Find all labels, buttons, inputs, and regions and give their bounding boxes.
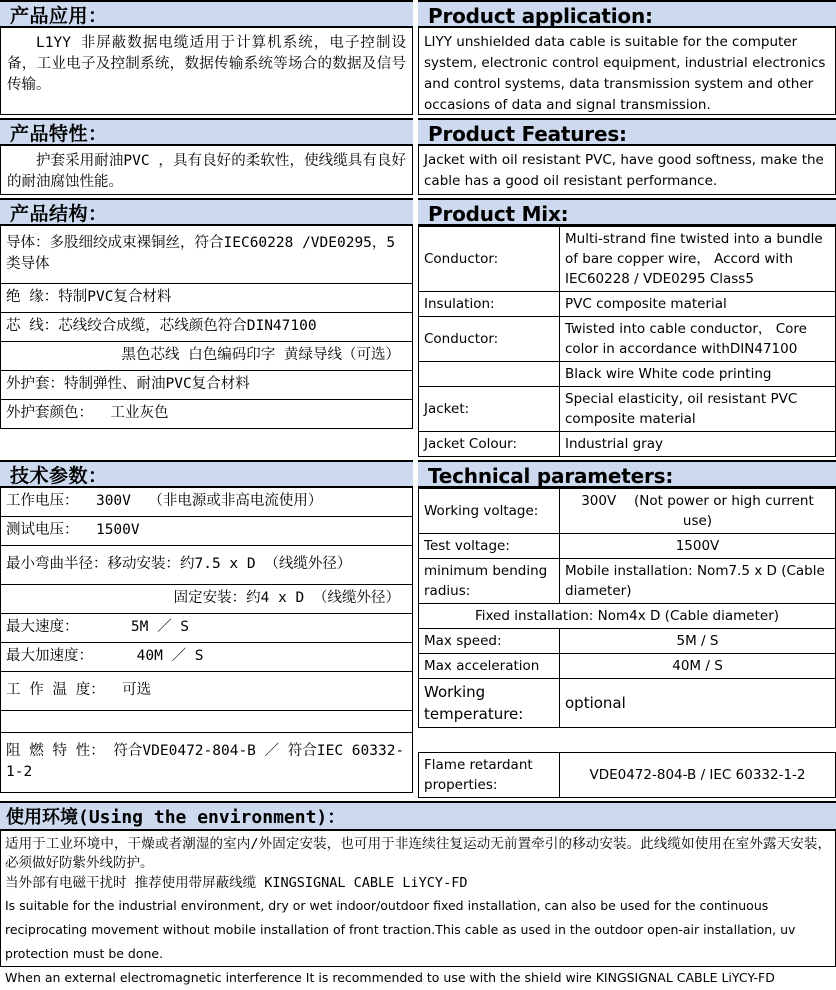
tech-row-spacer — [1, 711, 412, 733]
structure-english-column — [418, 198, 836, 457]
tp-key-max-speed: Max speed: — [419, 629, 560, 654]
mix-key-blank — [419, 362, 560, 387]
tp-val-flame-retardant: VDE0472-804-B / IEC 60332-1-2 — [560, 753, 836, 798]
features-cn-body: 护套采用耐油PVC ，具有良好的柔软性，使线缆具有良好的耐油腐蚀性能。 — [7, 153, 406, 190]
structure-row-jacket-color: 外护套颜色： 工业灰色 — [6, 405, 169, 421]
structure-cn-rows — [0, 226, 413, 429]
application-cn-body-box — [0, 28, 413, 115]
structure-cn-title: 产品结构： — [0, 198, 413, 226]
product-mix-table — [418, 226, 836, 457]
tp-key-working-voltage: Working voltage: — [419, 489, 560, 534]
technical-english-column — [418, 460, 836, 798]
tp-val-max-acceleration: 40M / S — [560, 654, 836, 679]
application-english-column — [418, 0, 836, 115]
mix-val-conductor-2: Twisted into cable conductor， Core color in accordance withDIN47100 — [560, 317, 836, 362]
environment-cn-paragraph-2: 当外部有电磁干扰时 推荐使用带屏蔽线缆 KINGSIGNAL CABLE LiYCY-FD — [5, 875, 468, 891]
structure-row-jacket: 外护套：特制弹性、耐油PVC复合材料 — [1, 371, 412, 400]
table-row — [419, 654, 836, 679]
mix-val-jacket-colour: Industrial gray — [560, 432, 836, 457]
tp-key-bending-radius: minimum bending radius: — [419, 559, 560, 604]
mix-key-jacket: Jacket: — [419, 387, 560, 432]
table-row — [419, 432, 836, 457]
tp-val-fixed-installation: Fixed installation: Nom4x D (Cable diameter) — [419, 604, 836, 629]
section-using-environment — [0, 801, 836, 985]
features-cn-body-box — [0, 146, 413, 195]
mix-val-code-printing: Black wire White code printing — [560, 362, 836, 387]
technical-en-title: Technical parameters: — [418, 460, 836, 488]
tech-row-max-speed: 最大速度： 5M ／ S — [1, 614, 412, 643]
environment-cn-paragraph-1: 适用于工业环境中，干燥或者潮湿的室内/外固定安装，也可用于非连续往复运动无前置牵引的移动安装。此线缆如使用在室外露天安装，必须做好防紫外线防护。 — [5, 836, 831, 871]
technical-cn-rows — [0, 488, 413, 793]
tp-val-working-voltage: 300V (Not power or high current use) — [560, 489, 836, 534]
tech-row-test-voltage: 测试电压： 1500V — [1, 517, 412, 546]
tech-row-flame-retardant: 阻 燃 特 性： 符合VDE0472-804-B ／ 符合IEC 60332-1-2 — [6, 743, 405, 780]
technical-cn-title: 技术参数： — [0, 460, 413, 488]
features-en-body: Jacket with oil resistant PVC, have good softness, make the cable has a good oil resistant performance. — [424, 152, 824, 189]
tp-spacer — [419, 728, 836, 753]
mix-val-conductor-1: Multi-strand fine twisted into a bundle of bare copper wire， Accord with IEC60228 / VDE0295 Class5 — [560, 227, 836, 292]
features-en-body-box — [418, 146, 836, 195]
section-product-features — [0, 118, 836, 195]
structure-en-title: Product Mix: — [418, 198, 836, 226]
table-row-spacer — [419, 728, 836, 753]
application-cn-title: 产品应用： — [0, 0, 413, 28]
tp-val-test-voltage: 1500V — [560, 534, 836, 559]
section-product-structure — [0, 198, 836, 457]
environment-en-paragraph-2: When an external electromagnetic interference It is recommended to use with the shield wire KINGSIGNAL CABLE LiYCY-FD — [5, 970, 775, 985]
structure-row-coding: 黑色芯线 白色编码印字 黄绿导线（可选） — [1, 342, 412, 371]
application-en-body: LIYY unshielded data cable is suitable for the computer system, electronic control equipment, industrial electronics and control systems, data transmission system and other occasions of data and signal transmission. — [424, 34, 826, 113]
structure-row-insulation: 绝 缘：特制PVC复合材料 — [1, 284, 412, 313]
tp-key-flame-retardant: Flame retardant properties: — [419, 753, 560, 798]
table-row — [419, 629, 836, 654]
mix-key-jacket-colour: Jacket Colour: — [419, 432, 560, 457]
table-row — [419, 559, 836, 604]
mix-key-insulation: Insulation: — [419, 292, 560, 317]
tp-key-test-voltage: Test voltage: — [419, 534, 560, 559]
environment-title: 使用环境(Using the environment)： — [0, 801, 836, 831]
mix-val-insulation: PVC composite material — [560, 292, 836, 317]
tp-val-max-speed: 5M / S — [560, 629, 836, 654]
tech-row-working-temp: 工 作 温 度： 可选 — [1, 672, 412, 711]
environment-en-paragraph-1: Is suitable for the industrial environment, dry or wet indoor/outdoor fixed installation, can also be used for the continuous reciprocating movement without mobile installation of front traction.This cable as used in the outdoor open-air installation, uv protection must be done. — [5, 898, 796, 961]
table-row — [419, 679, 836, 728]
tech-row-working-voltage: 工作电压： 300V （非电源或非高电流使用） — [1, 488, 412, 517]
tp-val-bending-radius: Mobile installation: Nom7.5 x D (Cable diameter) — [560, 559, 836, 604]
application-en-title: Product application: — [418, 0, 836, 28]
tp-key-working-temperature: Working temperature: — [419, 679, 560, 728]
table-row — [419, 317, 836, 362]
table-row — [419, 604, 836, 629]
application-chinese-column — [0, 0, 413, 115]
structure-row-conductor: 导体：多股细绞成束裸铜丝，符合IEC60228 /VDE0295，5类导体 — [1, 226, 412, 284]
environment-body-box — [0, 831, 836, 985]
features-cn-title: 产品特性： — [0, 118, 413, 146]
table-row — [419, 753, 836, 798]
tp-key-max-acceleration: Max acceleration — [419, 654, 560, 679]
application-cn-body: L1YY 非屏蔽数据电缆适用于计算机系统，电子控制设备，工业电子及控制系统，数据传输系统等场合的数据及信号传输。 — [7, 35, 406, 93]
features-en-title: Product Features: — [418, 118, 836, 146]
features-english-column — [418, 118, 836, 195]
mix-val-jacket: Special elasticity, oil resistant PVC composite material — [560, 387, 836, 432]
mix-key-conductor-2: Conductor: — [419, 317, 560, 362]
features-chinese-column — [0, 118, 413, 195]
section-technical-parameters — [0, 460, 836, 798]
structure-row-core: 芯 线：芯线绞合成缆，芯线颜色符合DIN47100 — [1, 313, 412, 342]
technical-chinese-column — [0, 460, 413, 798]
table-row — [419, 292, 836, 317]
structure-chinese-column — [0, 198, 413, 457]
technical-parameters-table — [418, 488, 836, 798]
table-row — [419, 534, 836, 559]
mix-key-conductor-1: Conductor: — [419, 227, 560, 292]
application-en-body-box — [418, 28, 836, 115]
table-row — [419, 227, 836, 292]
tech-row-max-accel: 最大加速度： 40M ／ S — [1, 643, 412, 672]
table-row — [419, 489, 836, 534]
tech-row-fixed-install: 固定安装：约4 x D （线缆外径） — [1, 585, 412, 614]
table-row — [419, 362, 836, 387]
table-row — [419, 387, 836, 432]
tech-row-bend-radius: 最小弯曲半径：移动安装：约7.5 x D （线缆外径） — [1, 546, 412, 585]
tp-val-working-temperature: optional — [560, 679, 836, 728]
section-product-application — [0, 0, 836, 115]
